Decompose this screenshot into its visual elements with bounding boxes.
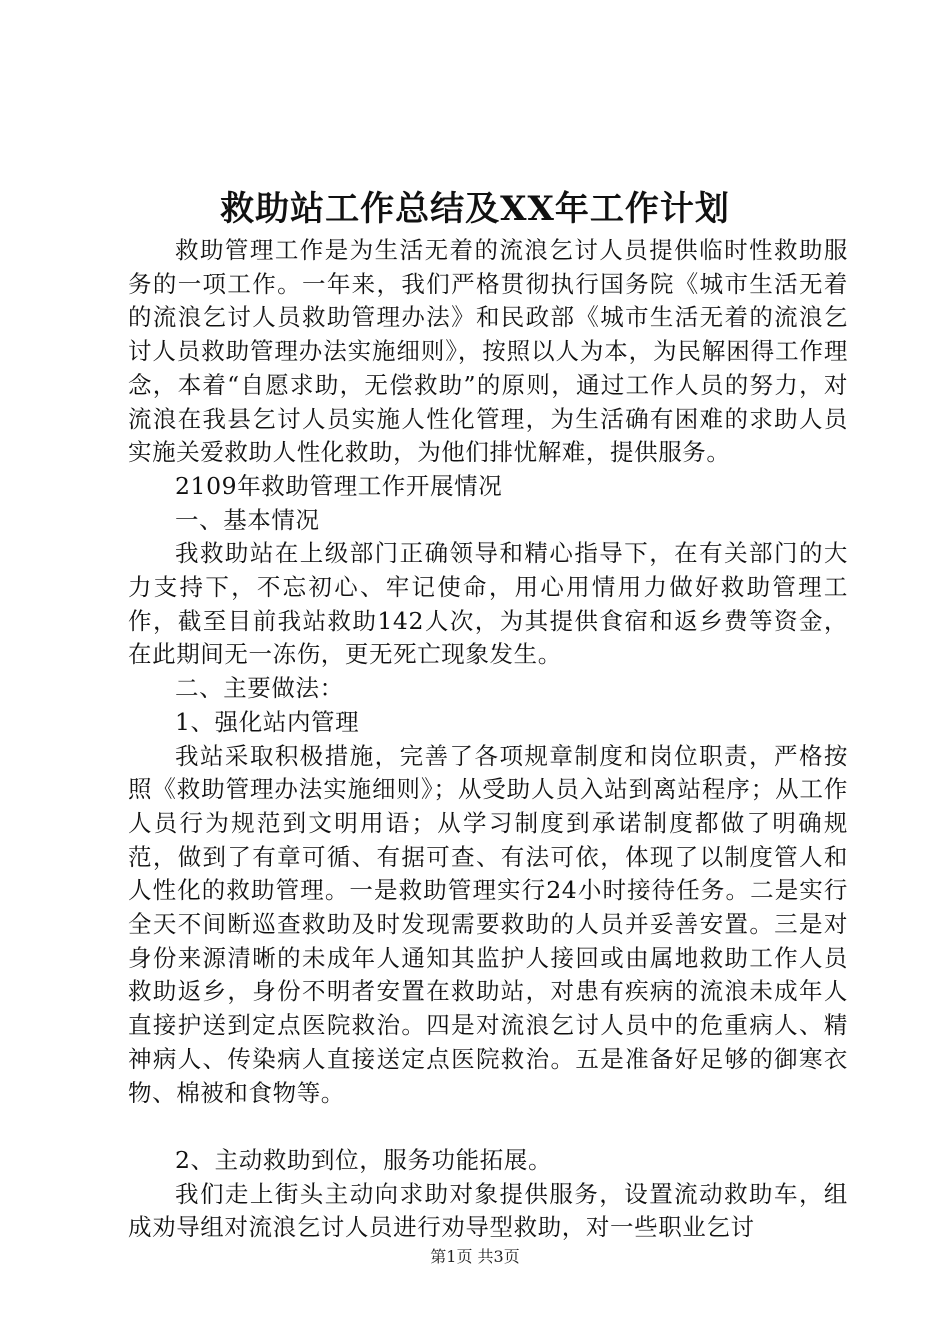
heading-station-management: 1、强化站内管理 <box>175 707 360 736</box>
paragraph-basic-situation: 我救助站在上级部门正确领导和精心指导下，在有关部门的大力支持下，不忘初心、牢记使命，用心用情用力做好救助管理工作，截至目前我站救助142人次，为其提供食宿和返乡费等资金，在此期间无一冻伤，更无死亡现象发生。 <box>128 539 848 669</box>
heading-basic-situation: 一、基本情况 <box>175 505 320 534</box>
heading-year-overview: 2109年救助管理工作开展情况 <box>175 471 503 500</box>
page-footer: 第1页 共3页 <box>430 1247 520 1266</box>
heading-active-assistance: 2、主动救助到位，服务功能拓展。 <box>175 1145 553 1174</box>
paragraph-intro: 救助管理工作是为生活无着的流浪乞讨人员提供临时性救助服务的一项工作。一年来，我们严格贯彻执行国务院《城市生活无着的流浪乞讨人员救助管理办法》和民政部《城市生活无着的流浪乞讨人员救助管理办法实施细则》，按照以人为本，为民解困得工作理念，本着“自愿求助，无偿救助”的原则，通过工作人员的努力，对流浪在我县乞讨人员实施人性化管理，为生活确有困难的求助人员实施关爱救助人性化救助，为他们排忧解难，提供服务。 <box>128 236 848 467</box>
document-title: 救助站工作总结及XX年工作计划 <box>220 189 730 229</box>
paragraph-station-management: 我站采取积极措施，完善了各项规章制度和岗位职责，严格按照《救助管理办法实施细则》；从受助人员入站到离站程序；从工作人员行为规范到文明用语；从学习制度到承诺制度都做了明确规范，做到了有章可循、有据可查、有法可依，体现了以制度管人和人性化的救助管理。一是救助管理实行24小时接待任务。二是实行全天不间断巡查救助及时发现需要救助的人员并妥善安置。三是对身份来源清晰的未成年人通知其监护人接回或由属地救助工作人员救助返乡，身份不明者安置在救助站，对患有疾病的流浪未成年人直接护送到定点医院救治。四是对流浪乞讨人员中的危重病人、精神病人、传染病人直接送定点医院救治。五是准备好足够的御寒衣物、棉被和食物等。 <box>128 741 848 1107</box>
paragraph-active-assistance: 我们走上街头主动向求助对象提供服务，设置流动救助车，组成劝导组对流浪乞讨人员进行劝导型救助，对一些职业乞讨 <box>128 1179 848 1242</box>
heading-main-practices: 二、主要做法： <box>175 674 344 703</box>
document-body <box>128 234 848 1245</box>
